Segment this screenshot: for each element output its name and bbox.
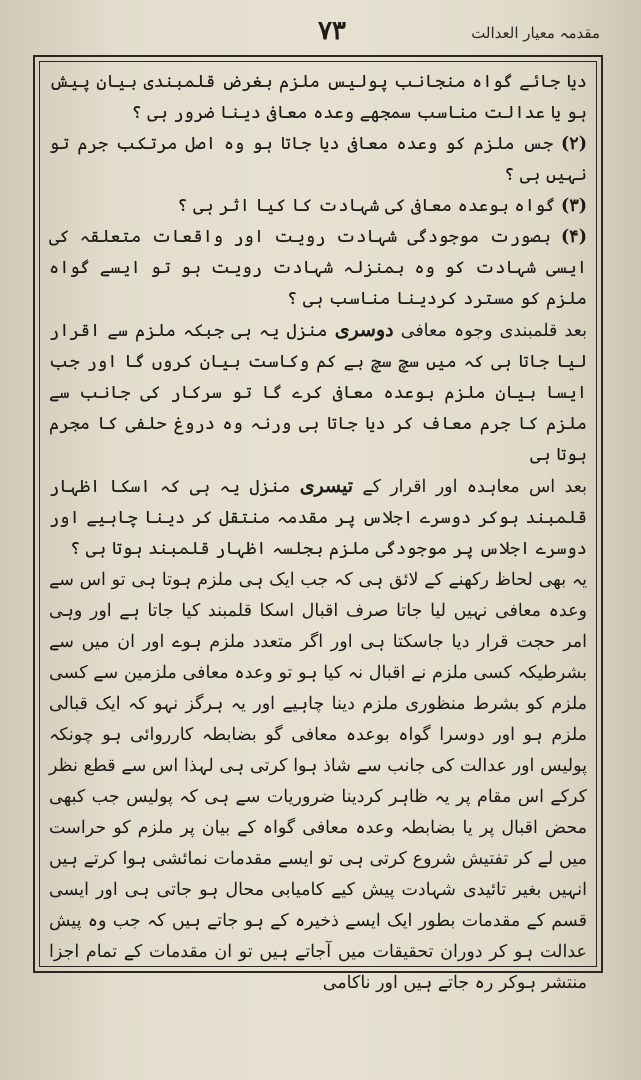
paragraph-7: یہ بھی لحاظ رکھنے کے لائق ہی کہ جب ایک ہی ملزم ہوتا ہی تو اس سے وعدہ معافی نہیں لیا جاتا صرف اقبال اسکا قلمبند کیا جاتا ہے اور وہی امر حجت قرار دیا جاسکتا ہی اور اگر متعدد ملزم ہوے اور ان میں سے بشرطیکہ کسی ملزم نے اقبال نہ کیا ہو تو وعدہ معافی ملزمین سے کسی ملزم کو بشرط منظوری ملزم دینا چاہیے اور یہ ہرگز نہو کہ ایک قبالی ملزم ہو اور دوسرا گواہ بوعدہ معافی گو بضابطہ کارروائی ہو چونکہ پولیس اور عدالت کی جانب سے شاذ ہوا کرتی ہی لہذا اس سے قطع نظر کرکے اس مقام پر یہ ظاہر کردینا ضروریات سے ہی کہ پولیس جب کبھی محض اقبال پر یا بضابطہ وعدہ معافی گواہ کے بیان پر ملزم کو حراست میں لے کر تفتیش شروع کرتی ہی تو ایسے مقدمات نمائشی ہوا کرتے ہیں انہیں بغیر تائیدی شہادت پیش کیے کامیابی محال ہو جاتی ہی اور ایسی قسم کے مقدمات بطور ایک ایسے ذخیرہ کے ہو جاتے ہیں کہ جب وہ پیش عدالت ہو کر دوران تحقیقات میں آجاتے ہیں تو ان مقدمات کے تمام اجزا منتشر ہوکر رہ جاتے ہیں اور ناکامی xyxy=(49,570,587,993)
paragraph-second-stage xyxy=(49,315,587,471)
list-item-4 xyxy=(49,222,587,315)
page-number: ۷۳ xyxy=(318,16,346,46)
item-number: (۴) xyxy=(561,227,587,247)
list-item-3 xyxy=(49,191,587,222)
stage-term: دوسری xyxy=(334,319,394,341)
item-number: (۲) xyxy=(561,134,587,154)
item-text: گواہ بوعدہ معافی کی شہادت کا کیا اثر ہی ؟ xyxy=(177,196,556,216)
paragraph-1: دیا جائے گواہ منجانب پولیس ملزم بغرض قلمبندی بیان پیش ہو یا عدالت مناسب سمجھے وعدہ معافی دینا ضرور ہی ؟ xyxy=(49,72,587,123)
paragraph-third-stage xyxy=(49,471,587,565)
paragraph-text: منزل یہ ہی جبکہ ملزم سے اقرار لیا جاتا ہی کہ میں سچ سچ بے کم وکاست بیان کروں گا اور جب ایسا بیان ملزم بوعدہ معافی کرے گا تو سرکار کی جانب سے ملزم کا جرم معاف کر دیا جاتا ہی ورنہ وہ دروغ حلفی کا مجرم ہوتا ہی xyxy=(49,321,587,465)
item-text: بصورت موجودگی شہادت رویت اور واقعات متعلقہ کی ایسی شہادت کو وہ بمنزلہ شہادت رویت ہو تو ایسے گواہ ملزم کو مسترد کردینا مناسب ہی ؟ xyxy=(49,227,587,309)
paragraph-text: منزل یہ ہی کہ اسکا اظہار قلمبند ہوکر دوسرے اجلاس پر مقدمہ منتقل کر دینا چاہیے اور دوسرے اجلاس پر موجودگی ملزم بجلسہ اظہار قلمبند ہوتا ہی ؟ xyxy=(49,477,587,559)
paragraph-text: بعد اس معاہدہ اور اقرار کے xyxy=(362,477,587,497)
stage-term: تیسری xyxy=(299,475,354,497)
running-title: مقدمہ معیار العدالت xyxy=(471,24,600,42)
paragraph-text: بعد قلمبندی وجوہ معافی xyxy=(400,321,587,341)
running-head xyxy=(40,16,600,50)
body-text xyxy=(49,67,587,993)
item-number: (۳) xyxy=(561,196,587,216)
text-frame xyxy=(33,55,603,993)
item-text: جس ملزم کو وعدہ معافی دیا جاتا ہو وہ اصل مرتکب جرم تو نہیں ہی ؟ xyxy=(49,134,587,185)
list-item-2 xyxy=(49,129,587,191)
